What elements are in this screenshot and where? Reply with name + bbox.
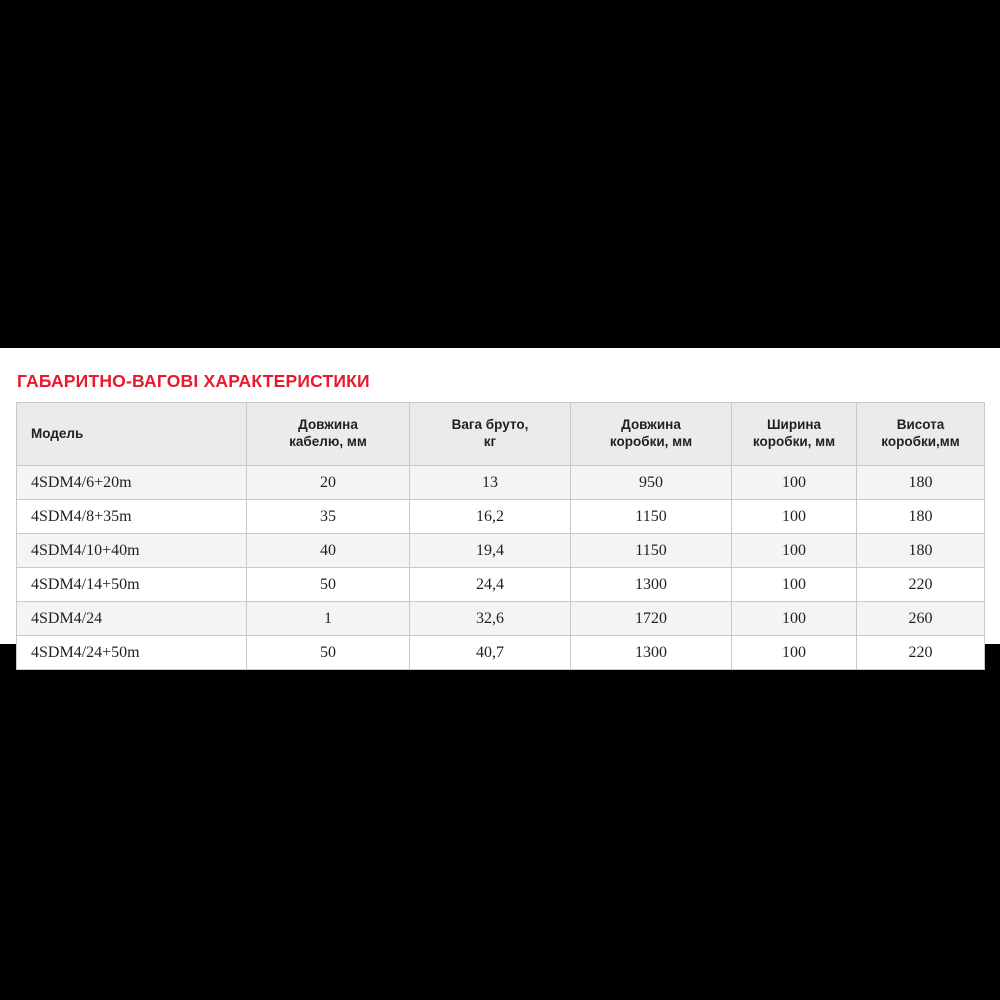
cell-cable-length: 20: [247, 466, 410, 500]
cell-model: 4SDM4/14+50m: [17, 568, 247, 602]
cell-box-width: 100: [732, 636, 857, 670]
cell-box-length: 1150: [571, 534, 732, 568]
cell-box-height: 220: [857, 636, 985, 670]
cell-box-height: 260: [857, 602, 985, 636]
column-header-box-height: [857, 403, 985, 466]
table-row: [17, 568, 985, 602]
cell-model: 4SDM4/8+35m: [17, 500, 247, 534]
cell-box-length: 950: [571, 466, 732, 500]
cell-box-width: 100: [732, 500, 857, 534]
cell-model: 4SDM4/10+40m: [17, 534, 247, 568]
cell-cable-length: 50: [247, 568, 410, 602]
column-header-box-width: [732, 403, 857, 466]
column-header-box-height-line1: Висота: [896, 417, 945, 433]
column-header-cable-length: [247, 403, 410, 466]
column-header-model-line1: Модель: [31, 425, 84, 441]
cell-gross-weight: 19,4: [410, 534, 571, 568]
cell-box-height: 180: [857, 466, 985, 500]
table-row: [17, 500, 985, 534]
column-header-box-width-line2: коробки, мм: [752, 434, 836, 449]
cell-box-height: 180: [857, 534, 985, 568]
cell-box-width: 100: [732, 466, 857, 500]
spec-section: [16, 371, 984, 670]
cell-box-length: 1300: [571, 568, 732, 602]
column-header-cable-length-line2: кабелю, мм: [289, 434, 367, 449]
cell-box-height: 180: [857, 500, 985, 534]
cell-gross-weight: 24,4: [410, 568, 571, 602]
page-title: ГАБАРИТНО-ВАГОВІ ХАРАКТЕРИСТИКИ: [17, 371, 370, 391]
cell-cable-length: 35: [247, 500, 410, 534]
table-row: [17, 466, 985, 500]
cell-box-length: 1150: [571, 500, 732, 534]
cell-gross-weight: 13: [410, 466, 571, 500]
column-header-box-length: [571, 403, 732, 466]
column-header-cable-length-line1: Довжина: [298, 417, 358, 433]
column-header-box-length-line1: Довжина: [621, 417, 681, 433]
cell-cable-length: 1: [247, 602, 410, 636]
table-header-row: [17, 403, 985, 466]
column-header-box-length-line2: коробки, мм: [609, 434, 693, 449]
table-row: [17, 636, 985, 670]
column-header-gross-weight-line1: Вага бруто,: [451, 417, 529, 433]
cell-gross-weight: 40,7: [410, 636, 571, 670]
cell-model: 4SDM4/24: [17, 602, 247, 636]
cell-cable-length: 50: [247, 636, 410, 670]
dimensions-weight-table: [16, 402, 985, 670]
cell-box-width: 100: [732, 602, 857, 636]
table-header: [17, 403, 985, 466]
cell-gross-weight: 16,2: [410, 500, 571, 534]
cell-box-length: 1720: [571, 602, 732, 636]
cell-box-length: 1300: [571, 636, 732, 670]
column-header-box-width-line1: Ширина: [766, 417, 822, 433]
cell-box-width: 100: [732, 534, 857, 568]
cell-box-width: 100: [732, 568, 857, 602]
cell-cable-length: 40: [247, 534, 410, 568]
cell-box-height: 220: [857, 568, 985, 602]
table-row: [17, 602, 985, 636]
column-header-gross-weight: [410, 403, 571, 466]
cell-model: 4SDM4/24+50m: [17, 636, 247, 670]
table-row: [17, 534, 985, 568]
column-header-box-height-line2: коробки,мм: [881, 434, 960, 449]
cell-model: 4SDM4/6+20m: [17, 466, 247, 500]
column-header-gross-weight-line2: кг: [483, 434, 497, 449]
table-body: [17, 466, 985, 670]
cell-gross-weight: 32,6: [410, 602, 571, 636]
column-header-model: [17, 403, 247, 466]
